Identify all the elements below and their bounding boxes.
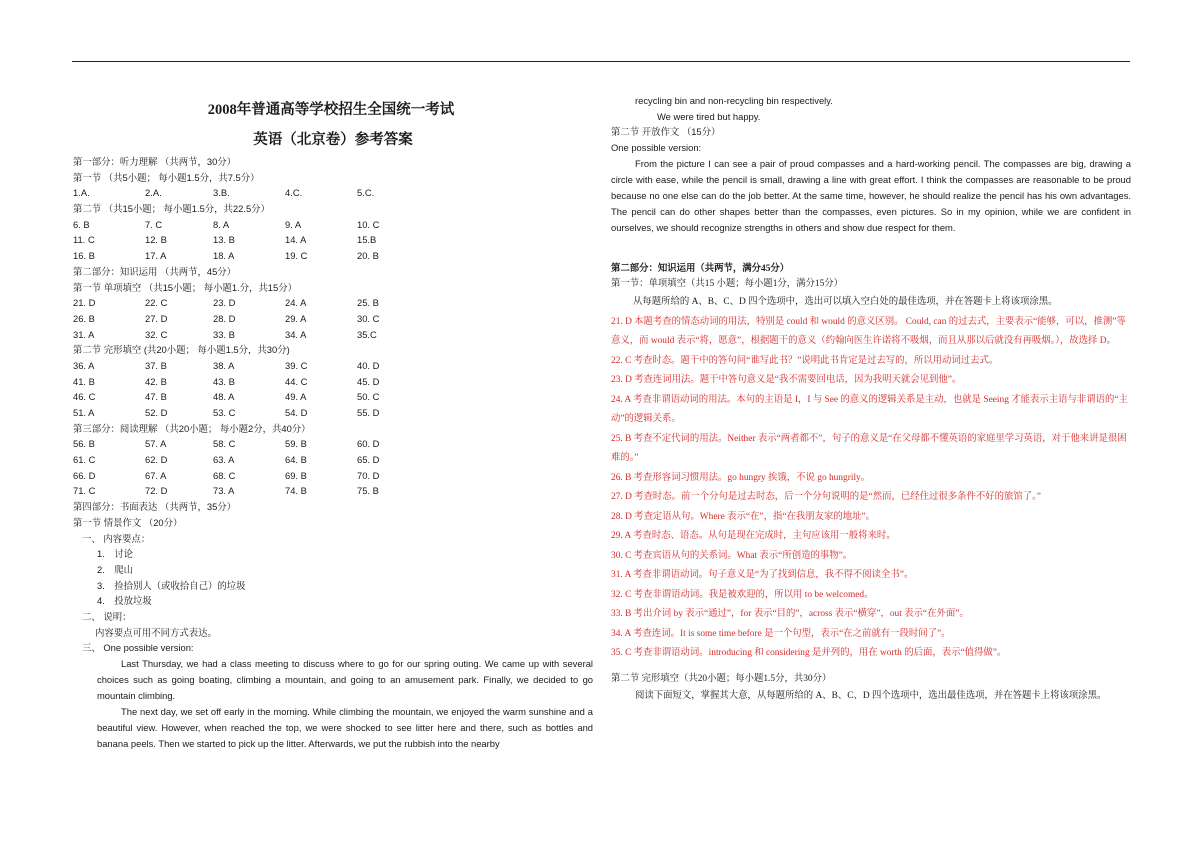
answer-row bbox=[73, 358, 593, 374]
answer-cell: 63. A bbox=[213, 454, 235, 466]
content-point: 2. 爬山 bbox=[97, 563, 133, 575]
explanation-item: 25. B 考查不定代词的用法。Neither 表示“两者都不”，句子的意义是“在父母都不懂英语的家庭里学习英语，对于他来讲是很困难的。” bbox=[611, 433, 1127, 464]
answer-cell: 65. D bbox=[357, 454, 380, 466]
explanation-item: 21. D 本题考查的情态动词的用法，特别是 could 和 would 的意义区别。 Could, can 的过去式，主要表示“能够，可以，推测”等意义，而 would 表示“将，愿意”，根据题干的意义（约翰向医生许诺将不吸烟，而且从那以后就没有再吸烟。），故选择 D。 bbox=[611, 316, 1126, 347]
top-rule bbox=[72, 61, 1130, 62]
answer-cell: 23. D bbox=[213, 297, 236, 309]
cloze-heading: 第二节 完形填空（共20小题；每小题1.5分，共30分） bbox=[611, 673, 832, 684]
answer-cell: 27. D bbox=[145, 312, 168, 324]
explanation-item: 22. C 考查时态。题干中的答句问“谁写此书？”说明此书肯定是过去写的，所以用动词过去式。 bbox=[611, 355, 999, 366]
answer-cell: 69. B bbox=[285, 469, 307, 481]
essay-paragraph: From the picture I can see a pair of proud compasses and a hard-working pencil. The compasses are big, drawing a circle with ease, while the pencil is small, drawing a line with great effort. I think the compasses are reasonable to be proud because no one else can do the job better. At the same time, however, he should realize the pencil has his own advantages. The pencil can do other shapes better than the compasses, even pictures. So in my opinion, while we are confident in ourselves, we should recognize strengths in others and show due respect for them. bbox=[611, 157, 1131, 233]
answer-cell: 64. B bbox=[285, 454, 307, 466]
answer-cell: 30. C bbox=[357, 312, 380, 324]
notes-text: 内容要点可用不同方式表达。 bbox=[95, 626, 217, 638]
answer-row bbox=[73, 374, 593, 390]
part2-section2-heading: 第二节 完形填空 (共20小题； 每小题1.5分，共30分) bbox=[73, 344, 290, 356]
answer-cell: 3.B. bbox=[213, 187, 230, 199]
answer-cell: 75. B bbox=[357, 485, 379, 497]
answer-row bbox=[73, 217, 593, 233]
answer-cell: 9. A bbox=[285, 218, 302, 230]
part1-section2-heading: 第二节 （共15小题； 每小题1.5分，共22.5分） bbox=[73, 203, 270, 215]
answer-cell: 6. B bbox=[73, 218, 90, 230]
explanation-item: 29. A 考查时态、语态。从句是现在完成时，主句应该用一般将来时。 bbox=[611, 531, 896, 542]
part4-heading: 第四部分：书面表达 （共两节，35分） bbox=[73, 501, 237, 513]
explanation-item: 33. B 考出介词 by 表示“通过”，for 表示“目的”，across 表示“横穿”，out 表示“在外面”。 bbox=[611, 609, 969, 620]
content-points-heading: 一、 内容要点： bbox=[82, 532, 151, 544]
answer-cell: 32. C bbox=[145, 328, 168, 340]
part2-section1-answers bbox=[73, 295, 593, 342]
answer-row bbox=[73, 248, 593, 264]
answer-cell: 7. C bbox=[145, 218, 163, 230]
answer-cell: 57. A bbox=[145, 438, 167, 450]
answer-cell: 13. B bbox=[213, 234, 235, 246]
answer-cell: 15.B bbox=[357, 234, 377, 246]
answer-cell: 49. A bbox=[285, 391, 307, 403]
answer-cell: 22. C bbox=[145, 297, 168, 309]
answer-cell: 26. B bbox=[73, 312, 95, 324]
answer-cell: 33. B bbox=[213, 328, 235, 340]
part1-section1-heading: 第一节 （共5小题； 每小题1.5分，共7.5分） bbox=[73, 171, 260, 183]
answer-cell: 41. B bbox=[73, 375, 95, 387]
answer-cell: 20. B bbox=[357, 250, 379, 262]
answer-cell: 66. D bbox=[73, 469, 96, 481]
answer-row bbox=[73, 327, 593, 343]
answer-row bbox=[73, 232, 593, 248]
part1-section1-answers bbox=[73, 185, 593, 201]
essay-paragraph: The next day, we set off early in the morning. While climbing the mountain, we enjoyed the warm sunshine and a beautiful view. However, when reached the top, we were shocked to see litter here and there, such as bottles and banana peels. Then we started to pick up the litter. Afterwards, we put the rubbish into the nearby bbox=[97, 706, 593, 749]
answer-cell: 18. A bbox=[213, 250, 235, 262]
answer-cell: 19. C bbox=[285, 250, 308, 262]
answer-cell: 36. A bbox=[73, 359, 95, 371]
answer-row bbox=[73, 185, 593, 201]
answer-cell: 8. A bbox=[213, 218, 230, 230]
answer-cell: 51. A bbox=[73, 407, 95, 418]
answer-cell: 47. B bbox=[145, 391, 167, 403]
answer-row bbox=[73, 468, 593, 484]
answer-cell: 56. B bbox=[73, 438, 95, 450]
answer-cell: 2.A. bbox=[145, 187, 162, 199]
answer-cell: 54. D bbox=[285, 407, 308, 418]
part2-section1-heading: 第一节 单项填空 （共15小题； 每小题1.分，共15分） bbox=[73, 281, 297, 293]
answer-row bbox=[73, 389, 593, 405]
exam-title: 2008年普通高等学校招生全国统一考试 bbox=[207, 102, 455, 118]
answer-cell: 16. B bbox=[73, 250, 95, 262]
answer-cell: 74. B bbox=[285, 485, 307, 497]
answer-key-title: 英语（北京卷）参考答案 bbox=[253, 132, 413, 148]
answer-cell: 45. D bbox=[357, 375, 380, 387]
answer-cell: 46. C bbox=[73, 391, 96, 403]
single-choice-heading: 第一节：单项填空（共15 小题；每小题1分，满分15分） bbox=[611, 279, 844, 290]
explanations-list bbox=[611, 313, 1131, 664]
answer-cell: 1.A. bbox=[73, 187, 90, 199]
open-writing-heading: 第二节 开放作文 （15分） bbox=[611, 126, 721, 138]
left-column bbox=[73, 100, 593, 752]
part4-section1-heading: 第一节 情景作文 （20分） bbox=[73, 516, 183, 528]
explanation-item: 24. A 考查非谓语动词的用法。本句的主语是 I，I 与 See 的意义的逻辑关系是主动，也就是 Seeing 才能表示主语与非谓语的“主动”的逻辑关系。 bbox=[611, 394, 1128, 425]
explanation-item: 34. A 考查连词。It is some time before 是一个句型，表示“在之前就有一段时间了”。 bbox=[611, 628, 951, 639]
answer-cell: 37. B bbox=[145, 359, 167, 371]
answer-cell: 52. D bbox=[145, 407, 168, 418]
answer-cell: 10. C bbox=[357, 218, 380, 230]
answer-cell: 67. A bbox=[145, 469, 167, 481]
explanation-item: 35. C 考查非谓语动词。introducing 和 considering 是并列的，用在 worth 的后面，表示“值得做”。 bbox=[611, 648, 1007, 659]
answer-cell: 17. A bbox=[145, 250, 167, 262]
answer-cell: 34. A bbox=[285, 328, 307, 340]
answer-cell: 35.C bbox=[357, 328, 377, 340]
essay-ending: We were tired but happy. bbox=[657, 110, 761, 122]
answer-cell: 58. C bbox=[213, 438, 236, 450]
part1-heading: 第一部分：听力理解 （共两节，30分） bbox=[73, 156, 237, 167]
answer-cell: 72. D bbox=[145, 485, 168, 497]
version-heading: 三、 One possible version: bbox=[82, 642, 194, 654]
answer-cell: 62. D bbox=[145, 454, 168, 466]
cloze-instruction: 阅读下面短文，掌握其大意，从每题所给的 A、B、C、D 四个选项中，选出最佳选项，并在答题卡上将该项涂黑。 bbox=[635, 691, 1107, 702]
answer-cell: 73. A bbox=[213, 485, 235, 497]
part2-heading: 第二部分：知识运用 （共两节，45分） bbox=[73, 265, 237, 277]
content-point: 3. 捡拾别人（或收拾自己）的垃圾 bbox=[97, 579, 246, 591]
explanation-item: 30. C 考查宾语从句的关系词。What 表示“所创造的事物”。 bbox=[611, 550, 853, 561]
content-point: 4. 投放垃圾 bbox=[97, 595, 152, 607]
explanation-item: 23. D 考查连词用法。题干中答句意义是“我不需要回电话，因为我明天就会见到他”。 bbox=[611, 375, 962, 386]
essay-paragraph: Last Thursday, we had a class meeting to discuss where to go for our spring outing. We came up with several choices such as going boating, climbing a mountain, and going to an amusement park. Finally, we decided to go mountain climbing. bbox=[97, 658, 593, 701]
explanation-item: 27. D 考查时态。前一个分句是过去时态，后一个分句说明的是“然而，已经住过很多条件不好的旅馆了。” bbox=[611, 492, 1041, 503]
answer-row bbox=[73, 405, 593, 421]
explanation-item: 26. B 考查形容词习惯用法。go hungry 挨饿，不说 go hungrily。 bbox=[611, 472, 871, 483]
answer-cell: 21. D bbox=[73, 297, 96, 309]
answer-row bbox=[73, 436, 593, 452]
part2-section2-answers bbox=[73, 358, 593, 421]
answer-cell: 5.C. bbox=[357, 187, 375, 199]
answer-cell: 4.C. bbox=[285, 187, 303, 199]
answer-cell: 12. B bbox=[145, 234, 167, 246]
answer-cell: 25. B bbox=[357, 297, 379, 309]
answer-cell: 31. A bbox=[73, 328, 95, 340]
answer-cell: 40. D bbox=[357, 359, 380, 371]
part2-heading: 第二部分：知识运用（共两节，满分45分） bbox=[611, 263, 790, 274]
right-column bbox=[611, 93, 1131, 707]
notes-heading: 二、 说明： bbox=[82, 610, 132, 622]
part3-heading: 第三部分：阅读理解 （共20小题； 每小题2分，共40分） bbox=[73, 422, 311, 434]
answer-cell: 14. A bbox=[285, 234, 307, 246]
answer-cell: 24. A bbox=[285, 297, 307, 309]
answer-cell: 42. B bbox=[145, 375, 167, 387]
answer-row bbox=[73, 311, 593, 327]
content-point: 1. 讨论 bbox=[97, 548, 133, 560]
explanation-item: 28. D 考查定语从句。Where 表示“在”，指“在我朋友家的地址”。 bbox=[611, 511, 876, 522]
essay-continued: recycling bin and non-recycling bin respectively. bbox=[635, 95, 833, 106]
explanation-item: 31. A 考查非谓语动词。句子意义是“为了找到信息，我不得不阅读全书”。 bbox=[611, 570, 914, 581]
answer-cell: 55. D bbox=[357, 407, 380, 418]
answer-cell: 59. B bbox=[285, 438, 307, 450]
answer-cell: 68. C bbox=[213, 469, 236, 481]
answer-cell: 29. A bbox=[285, 312, 307, 324]
answer-cell: 53. C bbox=[213, 407, 236, 418]
answer-cell: 44. C bbox=[285, 375, 308, 387]
explanation-item: 32. C 考查非谓语动词。我是被欢迎的，所以用 to be welcomed。 bbox=[611, 589, 874, 600]
answer-cell: 43. B bbox=[213, 375, 235, 387]
part3-answers bbox=[73, 436, 593, 499]
part1-section2-answers bbox=[73, 217, 593, 264]
answer-row bbox=[73, 483, 593, 499]
answer-row bbox=[73, 452, 593, 468]
answer-cell: 11. C bbox=[73, 234, 95, 246]
answer-cell: 39. C bbox=[285, 359, 308, 371]
answer-cell: 28. D bbox=[213, 312, 236, 324]
answer-cell: 61. C bbox=[73, 454, 96, 466]
answer-cell: 70. D bbox=[357, 469, 380, 481]
answer-cell: 48. A bbox=[213, 391, 235, 403]
version-heading: One possible version: bbox=[611, 142, 702, 154]
answer-cell: 71. C bbox=[73, 485, 96, 497]
answer-row bbox=[73, 295, 593, 311]
answer-cell: 60. D bbox=[357, 438, 380, 450]
single-choice-instruction: 从每题所给的 A、B、C、D 四个选项中，选出可以填入空白处的最佳选项，并在答题卡上将该项涂黑。 bbox=[633, 297, 1058, 308]
answer-cell: 50. C bbox=[357, 391, 380, 403]
answer-cell: 38. A bbox=[213, 359, 235, 371]
